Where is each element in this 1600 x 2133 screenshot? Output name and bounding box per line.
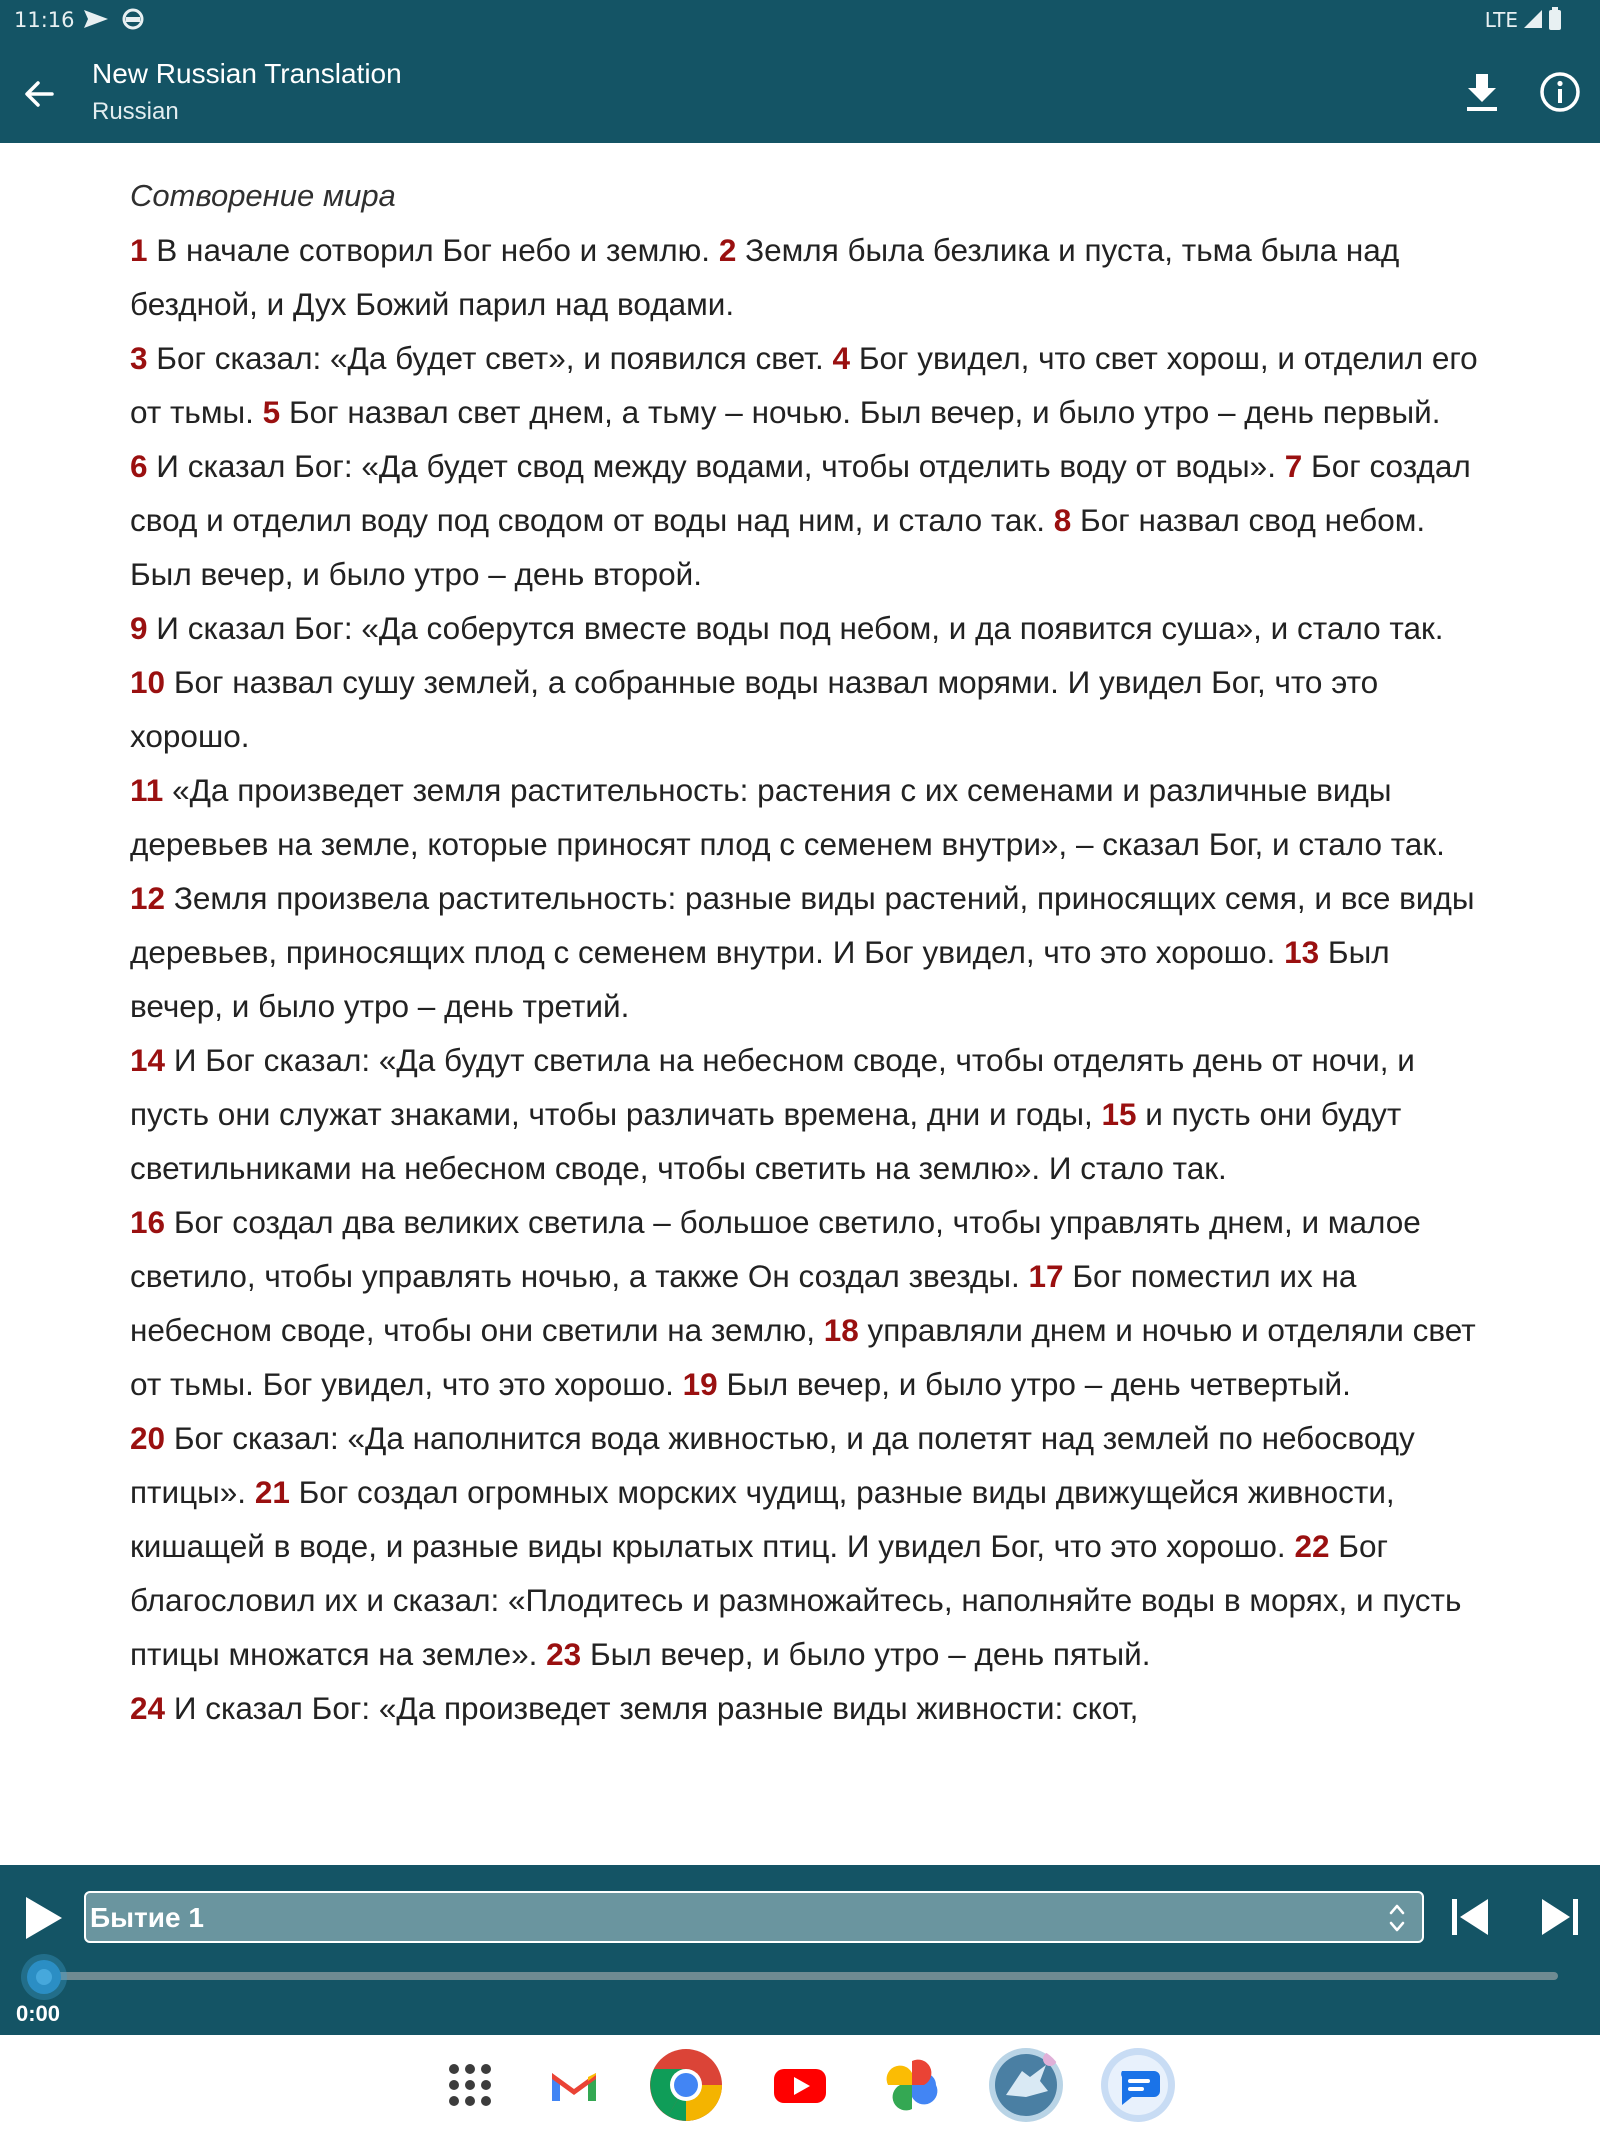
status-time: 11:16	[14, 8, 75, 32]
verse-text[interactable]: Бог благословил их и сказал: «Плодитесь и размножайтесь, наполняйте воды в морях, и пусть птицы множатся на земле».	[130, 1528, 1462, 1672]
verse-text[interactable]: Бог создал два великих светила – большое светило, чтобы управлять днем, и малое светило, чтобы управлять ночью, а также Он создал звезды.	[130, 1204, 1421, 1294]
seek-bar-track[interactable]	[44, 1972, 1558, 1980]
seek-bar-thumb[interactable]	[27, 1960, 61, 1994]
verse-paragraph	[130, 763, 1480, 1033]
verse-number[interactable]: 6	[130, 448, 148, 484]
verse-paragraphs	[130, 223, 1480, 1735]
messages-icon[interactable]	[1100, 2047, 1176, 2123]
verse-text[interactable]: управляли днем и ночью и отделяли свет от тьмы. Бог увидел, что это хорошо.	[130, 1312, 1476, 1402]
verse-number[interactable]: 8	[1053, 502, 1072, 538]
verse-paragraph	[130, 223, 1480, 331]
verse-number[interactable]: 5	[262, 394, 281, 430]
verse-number[interactable]: 9	[130, 610, 148, 646]
status-bar	[0, 0, 1600, 40]
verse-text[interactable]: Земля произвела растительность: разные виды растений, приносящих семя, и все виды деревьев, приносящих плод с семенем внутри. И Бог увидел, что это хорошо.	[130, 880, 1475, 970]
gmail-icon[interactable]	[536, 2047, 612, 2123]
verse-text[interactable]: Бог поместил их на небесном своде, чтобы они светили на землю,	[130, 1258, 1357, 1348]
network-label: LTE	[1484, 8, 1518, 32]
bible-app-icon[interactable]	[988, 2047, 1064, 2123]
verse-number[interactable]: 3	[130, 340, 148, 376]
verse-text[interactable]: Бог назвал сушу землей, а собранные воды назвал морями. И увидел Бог, что это хорошо.	[130, 664, 1379, 754]
verse-number[interactable]: 24	[130, 1690, 166, 1726]
verse-number[interactable]: 10	[130, 664, 166, 700]
verse-text[interactable]: и пусть они будут светильниками на небесном своде, чтобы светить на землю». И стало так.	[130, 1096, 1402, 1186]
verse-number[interactable]: 18	[823, 1312, 859, 1348]
photos-icon[interactable]	[874, 2047, 950, 2123]
verse-text[interactable]: И Бог сказал: «Да будут светила на небесном своде, чтобы отделять день от ночи, и пусть они служат знаками, чтобы различать времена, дни и годы,	[130, 1042, 1415, 1132]
verse-number[interactable]: 1	[130, 232, 148, 268]
audio-player	[0, 1865, 1600, 2035]
verse-text[interactable]: Бог назвал свет днем, а тьму – ночью. Был вечер, и было утро – день первый.	[288, 394, 1441, 430]
verse-text[interactable]: И сказал Бог: «Да будет свод между водами, чтобы отделить воду от воды».	[156, 448, 1276, 484]
next-icon[interactable]	[1538, 1895, 1582, 1939]
verse-text[interactable]: Бог назвал свод небом. Был вечер, и было утро – день второй.	[130, 502, 1426, 592]
verse-number[interactable]: 4	[832, 340, 851, 376]
verse-text[interactable]: Был вечер, и было утро – день пятый.	[589, 1636, 1151, 1672]
verse-text[interactable]: И сказал Бог: «Да соберутся вместе воды под небом, и да появится суша», и стало так.	[156, 610, 1444, 646]
back-arrow-icon[interactable]	[18, 72, 62, 116]
chapter-select-value: Бытие 1	[90, 1902, 204, 1933]
verse-number[interactable]: 11	[130, 772, 164, 808]
verse-number[interactable]: 12	[130, 880, 166, 916]
info-icon[interactable]	[1538, 70, 1582, 114]
verse-text[interactable]: И сказал Бог: «Да произведет земля разные виды живности: скот,	[173, 1690, 1139, 1726]
verse-number[interactable]: 2	[718, 232, 737, 268]
verse-number[interactable]: 15	[1101, 1096, 1137, 1132]
top-bar	[0, 0, 1600, 143]
play-icon[interactable]	[20, 1893, 66, 1943]
verse-text[interactable]: Бог увидел, что свет хорош, и отделил его от тьмы.	[130, 340, 1478, 430]
verse-number[interactable]: 14	[130, 1042, 166, 1078]
elapsed-time: 0:00	[16, 2001, 61, 2026]
verse-text[interactable]: Бог сказал: «Да будет свет», и появился свет.	[156, 340, 824, 376]
send-icon	[82, 6, 110, 32]
verse-text[interactable]: Был вечер, и было утро – день третий.	[130, 934, 1390, 1024]
verse-text[interactable]: Был вечер, и было утро – день четвертый.	[726, 1366, 1351, 1402]
verse-paragraph	[130, 331, 1480, 439]
verse-number[interactable]: 16	[130, 1204, 166, 1240]
verse-number[interactable]: 17	[1028, 1258, 1064, 1294]
verse-number[interactable]: 20	[130, 1420, 166, 1456]
sync-icon	[120, 6, 146, 32]
battery-icon	[1548, 6, 1562, 32]
taskbar-dock	[0, 2035, 1600, 2133]
previous-icon[interactable]	[1448, 1895, 1492, 1939]
verse-paragraph	[130, 601, 1480, 763]
verse-paragraph	[130, 1681, 1480, 1735]
chapter-text-area[interactable]	[0, 143, 1600, 1865]
verse-text[interactable]: Бог создал огромных морских чудищ, разные виды движущейся живности, кишащей в воде, и разные виды крылатых птиц. И увидел Бог, что это хорошо.	[130, 1474, 1395, 1564]
verse-text[interactable]: Бог сказал: «Да наполнится вода живностью, и да полетят над землей по небосводу птицы».	[130, 1420, 1415, 1510]
verse-text[interactable]: Земля была безлика и пуста, тьма была над бездной, и Дух Божий парил над водами.	[130, 232, 1400, 322]
chapter-select[interactable]	[84, 1891, 1424, 1943]
chrome-icon[interactable]	[648, 2047, 724, 2123]
youtube-icon[interactable]	[762, 2047, 838, 2123]
signal-icon	[1522, 6, 1544, 32]
verse-paragraph	[130, 439, 1480, 601]
verse-number[interactable]: 7	[1284, 448, 1303, 484]
verse-number[interactable]: 23	[546, 1636, 582, 1672]
verse-text[interactable]: Бог создал свод и отделил воду под сводом от воды над ним, и стало так.	[130, 448, 1471, 538]
download-icon[interactable]	[1462, 70, 1502, 114]
app-subtitle: Russian	[92, 98, 179, 125]
verse-number[interactable]: 19	[682, 1366, 718, 1402]
verse-paragraph	[130, 1033, 1480, 1195]
chapter-text	[130, 171, 1480, 1735]
verse-paragraph	[130, 1411, 1480, 1681]
verse-number[interactable]: 22	[1294, 1528, 1330, 1564]
verse-text[interactable]: «Да произведет земля растительность: растения с их семенами и различные виды деревьев на земле, которые приносят плод с семенем внутри», – сказал Бог, и стало так.	[130, 772, 1445, 862]
verse-text[interactable]: В начале сотворил Бог небо и землю.	[156, 232, 711, 268]
app-drawer-icon[interactable]	[432, 2047, 508, 2123]
verse-number[interactable]: 13	[1284, 934, 1320, 970]
up-down-chevron-icon	[1386, 1899, 1408, 1937]
verse-number[interactable]: 21	[254, 1474, 290, 1510]
app-title: New Russian Translation	[92, 58, 402, 89]
verse-paragraph	[130, 1195, 1480, 1411]
section-heading: Сотворение мира	[130, 178, 396, 213]
